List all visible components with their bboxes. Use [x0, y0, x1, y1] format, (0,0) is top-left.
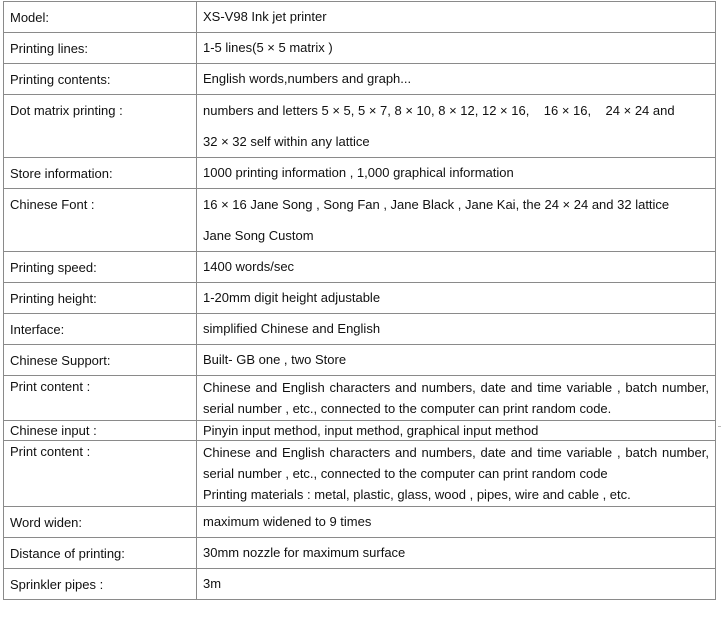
spec-row-chinese-font — [4, 189, 716, 252]
spec-label: Sprinkler pipes : — [4, 569, 197, 600]
spec-label: Chinese input : — [4, 421, 197, 441]
spec-row-print-content — [4, 376, 716, 421]
spec-row-model — [4, 2, 716, 33]
spec-row-distance-of-printing — [4, 538, 716, 569]
spec-value — [197, 189, 716, 252]
spec-value: English words,numbers and graph... — [197, 64, 716, 95]
spec-row-sprinkler-pipes — [4, 569, 716, 600]
spec-label: Print content : — [4, 376, 197, 421]
spec-value: 1000 printing information , 1,000 graphical information — [197, 158, 716, 189]
spec-value: XS-V98 Ink jet printer — [197, 2, 716, 33]
spec-label: Printing height: — [4, 283, 197, 314]
spec-value: maximum widened to 9 times — [197, 507, 716, 538]
spec-label: Printing speed: — [4, 252, 197, 283]
spec-row-printing-lines — [4, 33, 716, 64]
spec-label: Word widen: — [4, 507, 197, 538]
spec-row-printing-contents — [4, 64, 716, 95]
spec-value: 1-5 lines(5 × 5 matrix ) — [197, 33, 716, 64]
spec-value-line: Chinese and English characters and numbers, date and time variable , batch number, serial number , etc., connected to the computer can print random code — [203, 445, 709, 481]
spec-value-line: 16 × 16 Jane Song , Song Fan , Jane Black , Jane Kai, the 24 × 24 and 32 lattice — [203, 197, 670, 212]
spec-value: 30mm nozzle for maximum surface — [197, 538, 716, 569]
spec-label: Store information: — [4, 158, 197, 189]
spec-row-dot-matrix — [4, 95, 716, 158]
spec-row-printing-speed — [4, 252, 716, 283]
spec-label: Print content : — [4, 441, 197, 507]
spec-row-chinese-support — [4, 345, 716, 376]
spec-label: Interface: — [4, 314, 197, 345]
spec-label: Chinese Font : — [4, 189, 197, 252]
spec-value: 1400 words/sec — [197, 252, 716, 283]
spec-row-store-information — [4, 158, 716, 189]
spec-table — [3, 1, 716, 600]
spec-value: Pinyin input method, input method, graphical input method — [197, 421, 716, 441]
spec-value — [197, 95, 716, 158]
spec-value: simplified Chinese and English — [197, 314, 716, 345]
spec-label: Dot matrix printing : — [4, 95, 197, 158]
spec-row-chinese-input — [4, 421, 716, 441]
spec-value-line: numbers and letters 5 × 5, 5 × 7, 8 × 10, 8 × 12, 12 × 16, 16 × 16, 24 × 24 and — [203, 103, 675, 118]
spec-value-line: Printing materials : metal, plastic, glass, wood , pipes, wire and cable , etc. — [203, 487, 631, 502]
spec-label: Chinese Support: — [4, 345, 197, 376]
spec-row-word-widen — [4, 507, 716, 538]
spec-row-print-content-materials — [4, 441, 716, 507]
spec-label: Model: — [4, 2, 197, 33]
spec-label: Printing lines: — [4, 33, 197, 64]
spec-value: Chinese and English characters and numbers, date and time variable , batch number, serial number , etc., connected to the computer can print random code. — [197, 376, 716, 421]
spec-value-line: Jane Song Custom — [203, 228, 314, 243]
spec-row-interface — [4, 314, 716, 345]
spec-row-printing-height — [4, 283, 716, 314]
spec-label: Distance of printing: — [4, 538, 197, 569]
spec-value: 3m — [197, 569, 716, 600]
spec-value: 1-20mm digit height adjustable — [197, 283, 716, 314]
spec-value — [197, 441, 716, 507]
spec-value: Built- GB one , two Store — [197, 345, 716, 376]
spec-label: Printing contents: — [4, 64, 197, 95]
spec-value-line: 32 × 32 self within any lattice — [203, 134, 370, 149]
